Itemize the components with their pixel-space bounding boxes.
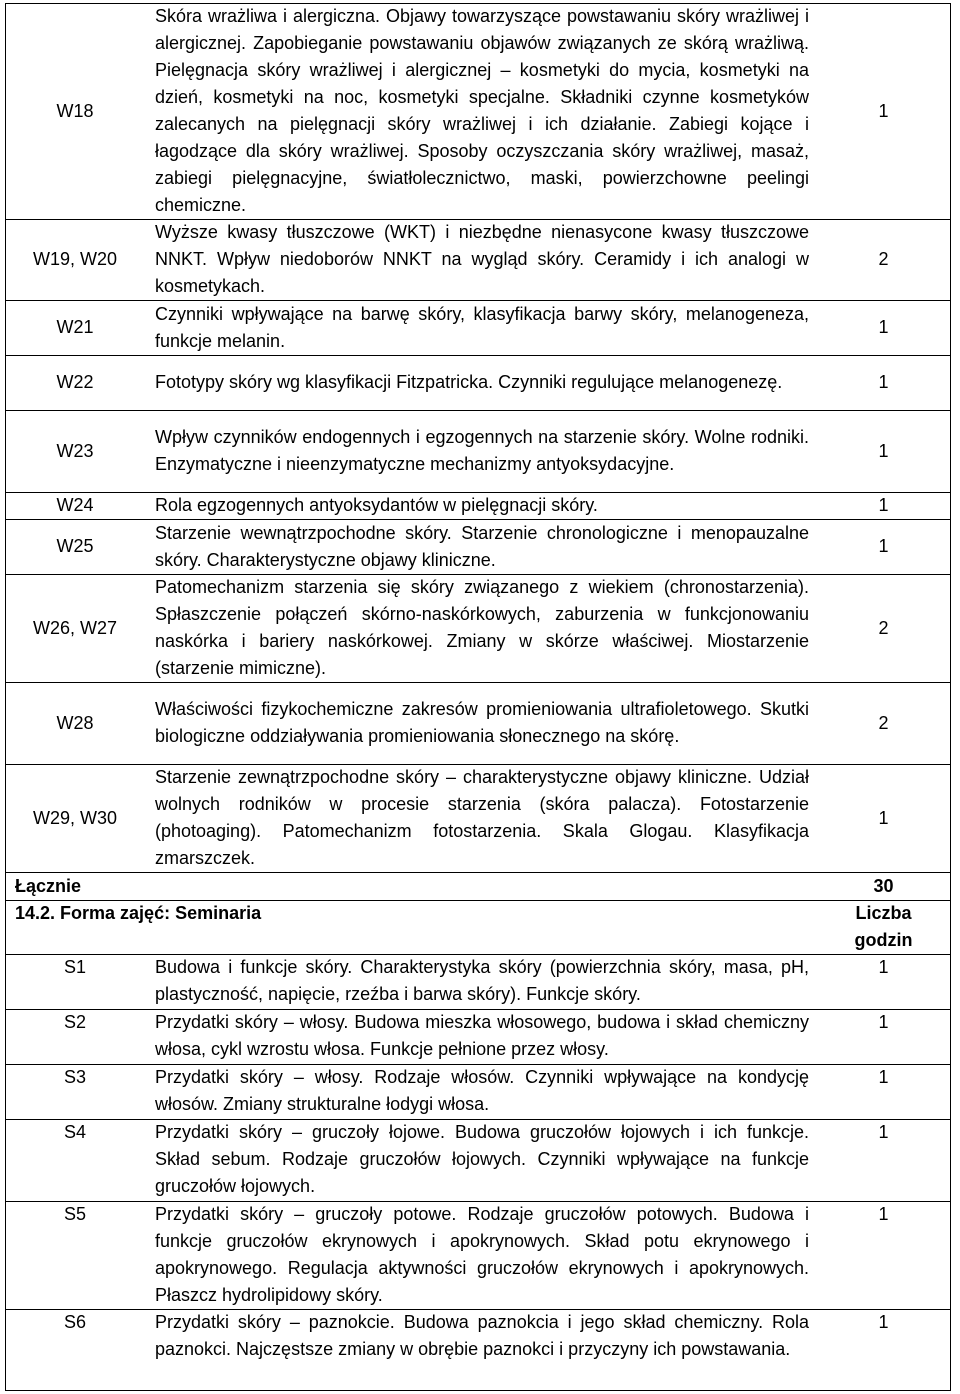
lecture-description: Fototypy skóry wg klasyfikacji Fitzpatricka. Czynniki regulujące melanogenezę. [155,372,783,392]
lecture-description: Czynniki wpływające na barwę skóry, klasyfikacja barwy skóry, melanogeneza, funkcje melanin. [155,303,809,351]
lecture-code: W21 [56,317,94,337]
row-separator [5,1309,951,1310]
lecture-hours: 1 [878,100,889,121]
lecture-code: W28 [56,712,94,733]
table-row [5,1009,950,1064]
seminar-header-row [5,900,950,954]
seminar-code: S2 [63,1012,87,1032]
lecture-description: Wpływ czynników endogennych i egzogennych na starzenie skóry. Wolne rodniki. Enzymatyczne i nieenzymatyczne mechanizmy antyoksydacyjne. [155,427,809,474]
total-value: 30 [873,875,894,896]
lecture-description: Wyższe kwasy tłuszczowe (WKT) i niezbędne nienasycone kwasy tłuszczowe NNKT. Wpływ niedoborów NNKT na wygląd skóry. Ceramidy i ich analogi w kosmetykach. [155,222,809,296]
table-row [5,682,950,764]
seminar-description: Przydatki skóry – gruczoły potowe. Rodzaje gruczołów potowych. Budowa i funkcje gruczołów ekrynowych i apokrynowych. Skład potu ekrynowego i apokrynowego. Regulacja aktywności gruczołów ekrynowych i apokrynowych. Płaszcz hydrolipidowy skóry. [155,1204,809,1305]
seminar-hours: 1 [878,1122,889,1142]
table-row [5,1119,950,1201]
lecture-hours: 2 [878,617,889,638]
lecture-description: Skóra wrażliwa i alergiczna. Objawy towarzyszące powstawaniu skóry wrażliwej i alergicznej. Zapobieganie powstawaniu objawów związanych ze skórą wrażliwą. Pielęgnacja skóry wrażliwej i alergicznej – kosmetyki do mycia, kosmetyki na dzień, kosmetyki na noc, kosmetyki specjalne. Składniki czynne kosmetyków zalecanych na pielęgnacji skóry wrażliwej i ich działanie. Zabiegi kojące i łagodzące dla skóry wrażliwej. Sposoby oczyszczania skóry wrażliwej, masaż, zabiegi pielęgnacyjne, światłolecznictwo, maski, powierzchowne peelingi chemiczne. [155,6,809,215]
lecture-code: W22 [56,372,94,392]
lecture-description: Patomechanizm starzenia się skóry związanego z wiekiem (chronostarzenia). Spłaszczenie połączeń skórno-naskórkowych, zaburzenia w funkcjonowaniu naskórka i bariery naskórkowej. Zmiany w skórze właściwej. Miostarzenie (starzenie mimiczne). [155,577,809,678]
row-separator [5,1201,951,1202]
seminar-hours: 1 [878,1067,889,1087]
lecture-code: W23 [56,440,94,461]
seminar-code: S5 [63,1204,87,1224]
row-separator [5,954,951,955]
row-separator [5,764,951,765]
lecture-code: W18 [56,100,94,121]
lecture-hours: 1 [878,440,889,461]
row-separator [5,410,951,411]
lecture-hours: 1 [878,372,889,392]
syllabus-table [5,3,950,1393]
lecture-description: Starzenie wewnątrzpochodne skóry. Starzenie chronologiczne i menopauzalne skóry. Charakterystyczne objawy kliniczne. [155,522,809,570]
row-separator [5,219,951,220]
table-row [5,1201,950,1309]
lecture-hours: 2 [878,249,889,269]
table-right-border [950,3,951,1391]
row-separator [5,682,951,683]
seminar-hours: 1 [878,957,889,977]
lecture-hours: 1 [878,807,889,828]
table-row [5,355,950,410]
lecture-hours: 1 [878,317,889,337]
table-row [5,1064,950,1119]
row-separator [5,1009,951,1010]
row-separator [5,872,951,873]
total-label: Łącznie [15,875,82,896]
lecture-hours: 1 [878,495,889,515]
seminar-code: S3 [63,1067,87,1087]
table-row [5,300,950,355]
row-separator [5,492,951,493]
table-row [5,410,950,492]
seminar-hours: 1 [878,1204,889,1224]
lecture-code: W26, W27 [32,617,118,638]
seminar-description: Przydatki skóry – gruczoły łojowe. Budowa gruczołów łojowych i ich funkcje. Skład sebum. Rodzaje gruczołów łojowych. Czynniki wpływające na funkcje gruczołów łojowych. [155,1122,809,1196]
row-separator [5,1064,951,1065]
section-title: 14.2. Forma zajęć: Seminaria [15,903,262,923]
row-separator [5,355,951,356]
lecture-hours: 2 [878,712,889,733]
seminar-description: Przydatki skóry – włosy. Budowa mieszka włosowego, budowa i skład chemiczny włosa, cykl wzrostu włosa. Funkcje pełnione przez włosy. [155,1012,809,1059]
seminar-hours: 1 [878,1312,889,1332]
table-row [5,492,950,519]
row-separator [5,519,951,520]
lecture-code: W19, W20 [32,249,118,269]
row-separator [5,900,951,901]
table-row [5,519,950,574]
table-row [5,3,950,219]
row-separator [5,574,951,575]
lecture-hours: 1 [878,536,889,556]
table-row [5,1309,950,1393]
table-row [5,954,950,1009]
seminar-description: Przydatki skóry – paznokcie. Budowa paznokcia i jego skład chemiczny. Rola paznokci. Najczęstsze zmiany w obrębie paznokci i przyczyny ich powstawania. [155,1312,809,1359]
table-row [5,764,950,872]
lecture-code: W24 [56,495,94,515]
table-row [5,574,950,682]
row-separator [5,1119,951,1120]
row-separator [5,300,951,301]
lecture-code: W25 [56,536,94,556]
table-row [5,219,950,300]
seminar-code: S6 [63,1312,87,1332]
seminar-code: S1 [63,957,87,977]
hours-column-header: Liczba godzin [854,903,913,950]
seminar-description: Przydatki skóry – włosy. Rodzaje włosów. Czynniki wpływające na kondycję włosów. Zmiany strukturalne łodygi włosa. [155,1067,809,1114]
lecture-description: Właściwości fizykochemiczne zakresów promieniowania ultrafioletowego. Skutki biologiczne oddziaływania promieniowania słonecznego na skórę. [155,699,809,746]
lecture-code: W29, W30 [32,807,118,828]
seminar-hours: 1 [878,1012,889,1032]
seminar-description: Budowa i funkcje skóry. Charakterystyka skóry (powierzchnia skóry, masa, pH, plastyczność, napięcie, rzeźba i barwa skóry). Funkcje skóry. [155,957,809,1004]
lecture-description: Rola egzogennych antyoksydantów w pielęgnacji skóry. [155,495,598,515]
total-row [5,872,950,900]
lecture-description: Starzenie zewnątrzpochodne skóry – charakterystyczne objawy kliniczne. Udział wolnych rodników w procesie starzenia (skóra palacza). Fotostarzenie (photoaging). Patomechanizm fotostarzenia. Skala Glogau. Klasyfikacja zmarszczek. [155,767,809,868]
seminar-code: S4 [63,1122,87,1142]
